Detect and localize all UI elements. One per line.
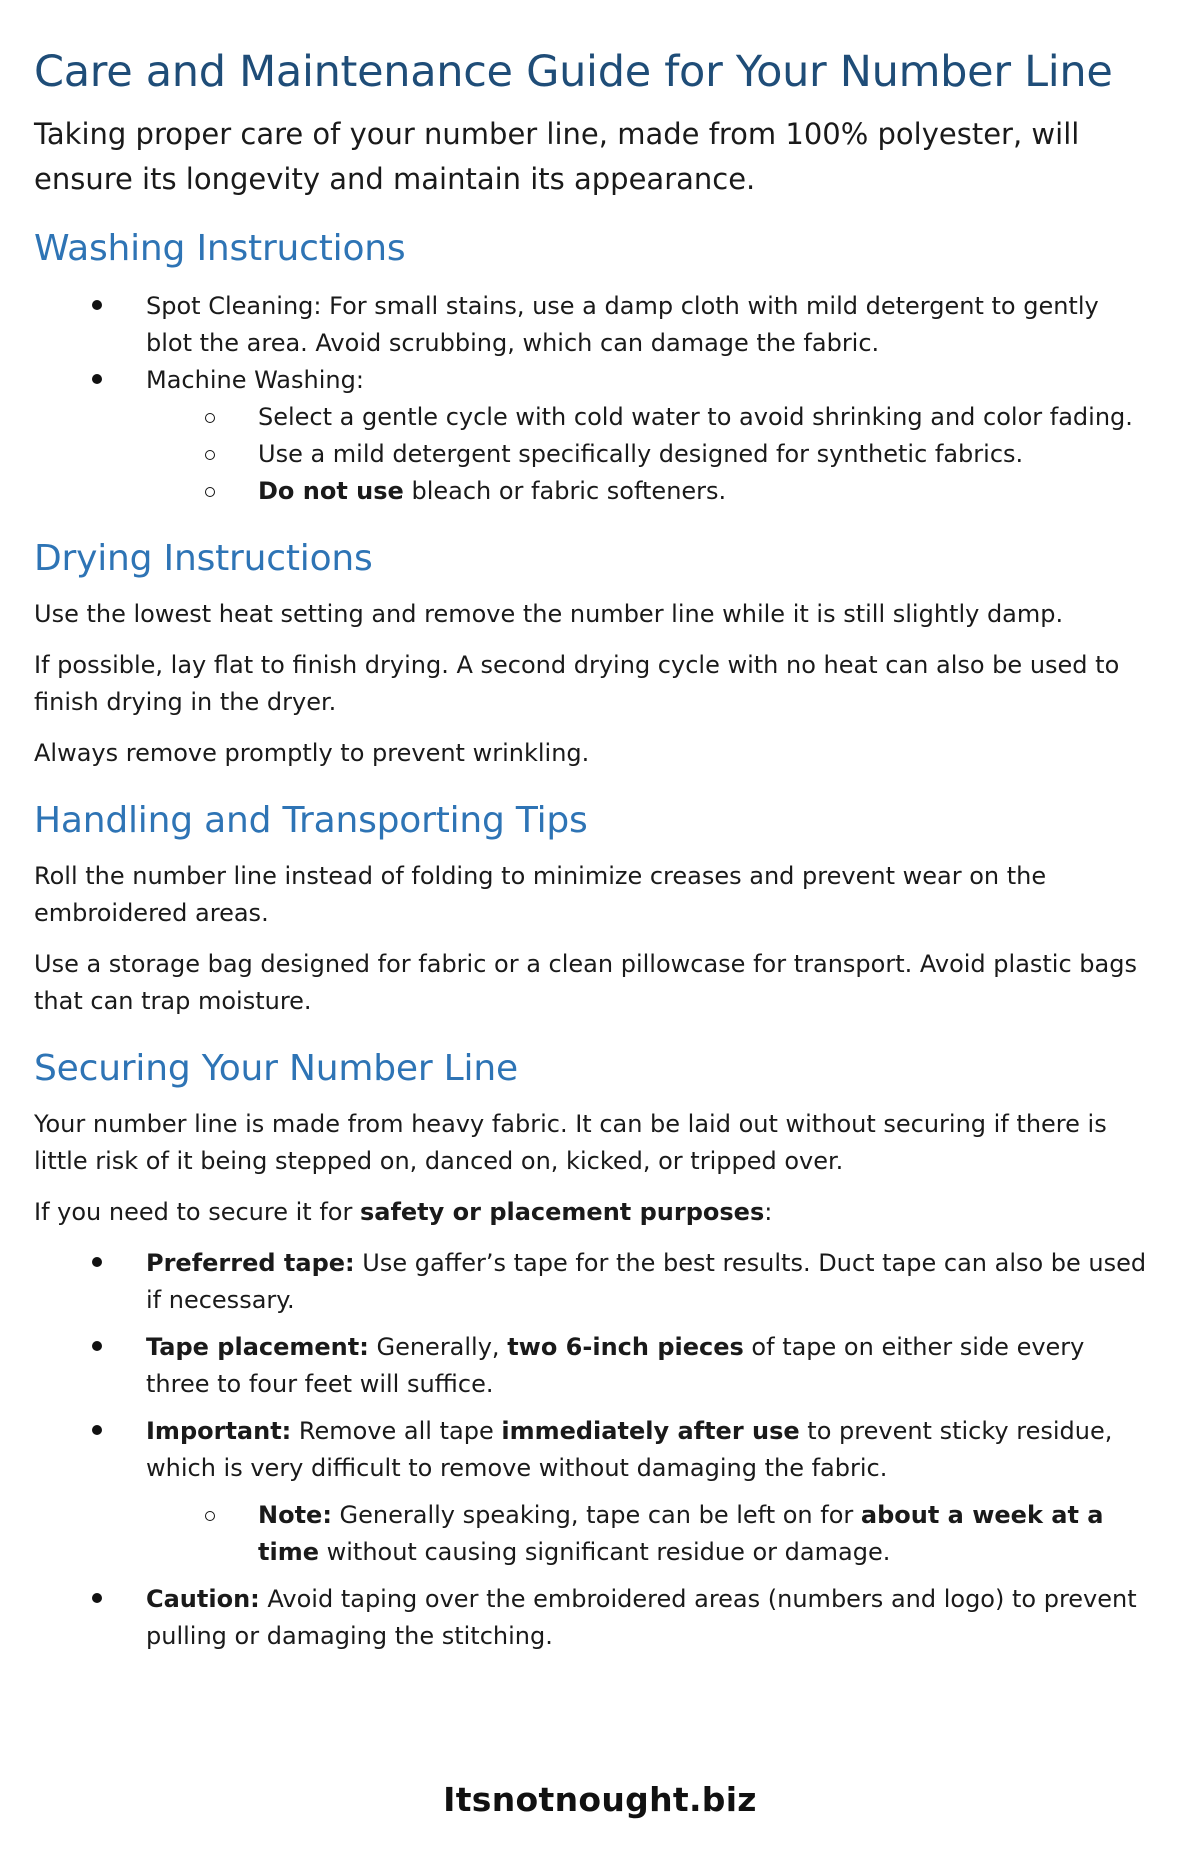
washing-heading: Washing Instructions [34,228,406,269]
text-run: Use gaffer’s tape for the best results. Duct tape can also be used if necessary. [146,1249,1147,1314]
circle-bullet-icon [205,413,215,423]
circle-bullet-icon [205,1511,215,1521]
footer-watermark: Itsnotnought.biz [443,1780,757,1819]
securing-paragraph-2 [34,1194,1150,1231]
bold-text: safety or placement purposes [359,1198,765,1226]
bold-text: Preferred tape: [146,1249,355,1277]
bold-text: Note: [258,1501,332,1529]
intro-paragraph: Taking proper care of your number line, made from 100% polyester, will ensure its longevity and maintain its appearance. [34,117,1080,196]
list-item [34,288,1150,362]
sub-list-item [34,399,1150,436]
drying-paragraph-2: If possible, lay flat to finish drying. A second drying cycle with no heat can also be used to finish drying in the dryer. [34,651,1120,716]
list-item [34,362,1150,399]
bold-text: about a week at a time [258,1501,1104,1566]
text-run: Remove all tape [291,1417,502,1445]
sub-item-text: Use a mild detergent specifically designed for synthetic fabrics. [258,440,1024,468]
bullet-icon [92,1425,102,1435]
text-run: without causing significant residue or damage. [318,1538,891,1566]
important-sublist [34,1497,1150,1571]
bold-text: two 6-inch pieces [507,1333,744,1361]
bold-text: Important: [146,1417,292,1445]
bold-text: Tape placement: [146,1333,369,1361]
list-item [34,1413,1150,1487]
text-run: of tape on either side every three to four feet will suffice. [146,1333,1085,1398]
bullet-icon [92,1341,102,1351]
sub-list-item [34,436,1150,473]
text-run: : [764,1198,773,1226]
list-item [34,1581,1150,1655]
handling-paragraph-2: Use a storage bag designed for fabric or a clean pillowcase for transport. Avoid plastic bags that can trap moisture. [34,950,1137,1015]
bullet-icon [92,374,102,384]
bullet-icon [92,300,102,310]
circle-bullet-icon [205,487,215,497]
caution-list [34,1581,1150,1655]
machine-washing-text: Machine Washing: [146,366,364,394]
bold-text: Caution: [146,1585,260,1613]
list-item [34,1329,1150,1403]
sub-item-text: bleach or fabric softeners. [403,477,727,505]
securing-heading: Securing Your Number Line [34,1048,518,1089]
bullet-icon [92,1593,102,1603]
text-run: Generally speaking, tape can be left on for [331,1501,861,1529]
securing-list [34,1245,1150,1487]
text-run: to prevent sticky residue, which is very difficult to remove without damaging the fabric. [146,1417,1113,1482]
washing-list [34,288,1150,399]
securing-paragraph-1: Your number line is made from heavy fabric. It can be laid out without securing if there is little risk of it being stepped on, danced on, kicked, or tripped over. [34,1110,1107,1175]
bullet-icon [92,1257,102,1267]
list-item [34,1245,1150,1319]
circle-bullet-icon [205,450,215,460]
text-run: Generally, [368,1333,508,1361]
drying-heading: Drying Instructions [34,538,373,579]
spot-cleaning-text: Spot Cleaning: For small stains, use a damp cloth with mild detergent to gently blot the area. Avoid scrubbing, which can damage the fabric. [146,292,1099,357]
machine-washing-sublist [34,399,1150,510]
sub-item-text: Select a gentle cycle with cold water to avoid shrinking and color fading. [258,403,1133,431]
drying-paragraph-1: Use the lowest heat setting and remove the number line while it is still slightly damp. [34,600,1064,628]
bold-text: Do not use [258,477,404,505]
text-run: If you need to secure it for [34,1198,360,1226]
sub-list-item [34,1497,1150,1571]
bold-text: immediately after use [501,1417,800,1445]
drying-paragraph-3: Always remove promptly to prevent wrinkling. [34,739,590,767]
sub-list-item [34,473,1150,510]
text-run: Avoid taping over the embroidered areas (numbers and logo) to prevent pulling or damaging the stitching. [146,1585,1137,1650]
page-title: Care and Maintenance Guide for Your Number Line [34,47,1113,97]
handling-paragraph-1: Roll the number line instead of folding to minimize creases and prevent wear on the embroidered areas. [34,862,1047,927]
handling-heading: Handling and Transporting Tips [34,800,588,841]
